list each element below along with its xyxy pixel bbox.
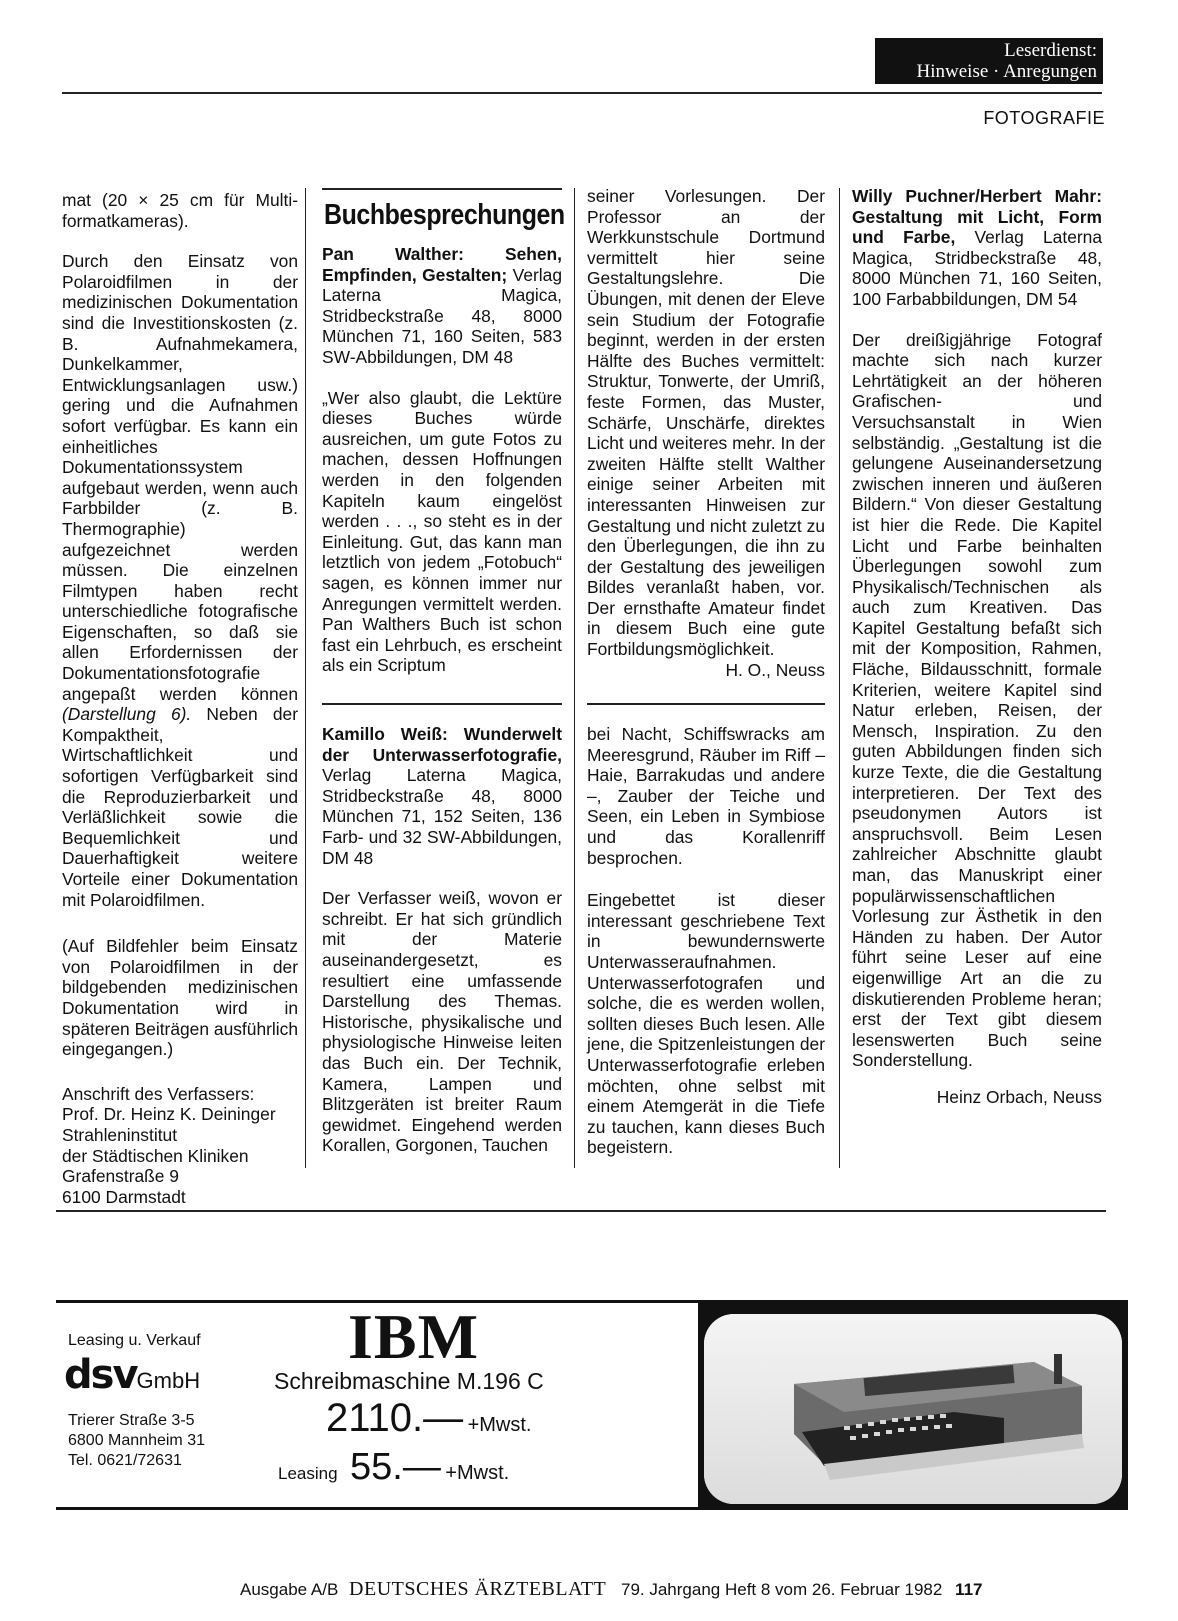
section-tag-line1: Leserdienst:: [1004, 40, 1097, 61]
lease-line: [278, 1446, 509, 1489]
column-1: [62, 190, 298, 1207]
dsv-phone: Tel. 0621/72631: [68, 1452, 182, 1469]
reviews-heading: Buchbesprechungen: [324, 199, 565, 231]
figure-reference: (Darstellung 6).: [62, 704, 192, 725]
header-rule: [62, 92, 1102, 94]
review-3-title: Willy Puchner/Herbert Mahr: Gestaltung mit Licht, Form und Farbe,: [852, 186, 1102, 248]
lease-tax: +Mwst.: [445, 1462, 510, 1484]
column-divider: [574, 188, 575, 1168]
section-tag: [875, 38, 1103, 84]
typewriter-image: [704, 1314, 1122, 1504]
dsv-street: Trierer Straße 3-5: [68, 1412, 195, 1429]
address-line: Grafenstraße 9: [62, 1166, 179, 1187]
review-2-continued: bei Nacht, Schiffswracks am Meeresgrund, Räuber im Riff – Haie, Barrakudas und andere –, Zauber der Teiche und Seen, ein Leben in Symbiose und das Korallenriff besprochen.: [587, 724, 825, 868]
section-tag-line2: Hinweise · Anregungen: [916, 61, 1097, 82]
product-photo-frame: [698, 1300, 1128, 1510]
footer-magazine: DEUTSCHES ÄRZTEBLATT: [349, 1578, 607, 1600]
address-line: der Städtischen Kliniken: [62, 1145, 249, 1166]
dsv-logo-text: dsv: [64, 1352, 137, 1398]
price-line: [326, 1396, 532, 1441]
dsv-city: 6800 Mannheim 31: [68, 1432, 205, 1449]
review-3-signature: Heinz Orbach, Neuss: [936, 1086, 1102, 1107]
column-2: [322, 190, 565, 676]
review-1-header: Pan Walther: Sehen, Empfinden, Gestalten; Verlag Laterna Magica, Stridbeckstraße 48, 8000 München 71, 160 Seiten, 583 SW-Abbildungen, DM 48: [322, 244, 562, 367]
dsv-logo: [64, 1352, 200, 1398]
address-line: 6100 Darmstadt: [62, 1186, 186, 1207]
dsv-logo-suffix: GmbH: [136, 1368, 201, 1393]
review-separator: [587, 703, 825, 705]
review-3-text: Der dreißigjährige Fotograf machte sich nach kurzer Lehrtätigkeit an der höheren Grafischen- und Versuchsanstalt in Wien selbständig. „Gestaltung ist die gelungene Auseinandersetzung zwischen inneren und äußeren Bildern.“ Von dieser Gestaltung ist hier die Rede. Die Kapitel Licht und Farbe beinhalten Überlegungen sowohl zum Physikalisch/Technischen als auch zum Kreativen. Das Kapitel Gestaltung befaßt sich mit der Komposition, Rahmen, Fläche, Bildausschnitt, formale Kriterien, weitere Kapitel sind Natur erleben, Reisen, der Mensch, Inspiration. Zu den guten Abbildungen finden sich kurze Texte, die die Gestaltung interpretieren. Der Text des pseudonymen Autors ist anspruchsvoll. Beim Lesen zahlreicher Abschnitte glaubt man, das Manuskript einer populärwissenschaftlichen Vorlesung zur Ästhetik in den Händen zu haben. Der Autor führt seine Leser auf eine eigenwillige Art an die zu diskutierenden Probleme heran; erst der Text gibt diesem lesenswerten Buch seine Sonderstellung.: [852, 329, 1102, 1071]
col1-paragraph-2: Durch den Einsatz von Polaroidfilmen in der medizinischen Dokumentation sind die Investitionskosten (z. B. Aufnahmekamera, Dunkelkammer, Entwicklungsanlagen usw.) gering und die Aufnahmen sofort verfügbar. Es kann ein einheitliches Dokumentationssystem aufgebaut werden, wenn auch Farbbilder (z. B. Thermographie) aufgezeichnet werden müssen. Die einzelnen Filmtypen haben recht unterschiedliche fotografische Eigenschaften, so daß sie allen Erfordernissen der Dokumentationsfotografie angepaßt werden können (Darstellung 6). Neben der Kompaktheit, Wirtschaftlichkeit und sofortigen Verfügbarkeit sind die Reproduzierbarkeit und Verläßlichkeit sowie die Bequemlichkeit und Dauerhaftigkeit weitere Vorteile einer Dokumentation mit Polaroidfilmen.: [62, 251, 299, 910]
review-2-title: Kamillo Weiß: Wunderwelt der Unterwasserfotografie,: [322, 724, 562, 765]
review-1-continued: seiner Vorlesungen. Der Professor an der Werkkunstschule Dortmund vermittelt hier seine Gestaltungslehre. Die Übungen, mit denen der Eleve sein Studium der Fotografie beginnt, werden in der ersten Hälfte des Buches vermittelt: Struktur, Tonwerte, der Umriß, feste Formen, das Muster, Schärfe, Unschärfe, direktes Licht und weiteres mehr. In der zweiten Hälfte stellt Walther einige seiner Arbeiten mit interessanten Hinweisen zur Gestaltung und nicht zuletzt zu den Überlegungen, die ihn zu der Gestaltung des jeweiligen Bildes veranlaßt haben, vor. Der ernsthafte Amateur findet in diesem Buch eine gute Fortbildungsmöglichkeit.: [587, 186, 825, 660]
product-photo: [704, 1314, 1122, 1504]
page-footer: [240, 1578, 1100, 1601]
column-2-lower: [322, 724, 562, 1156]
col1-paragraph-1: mat (20 × 25 cm für Multi-formatkameras).: [62, 190, 298, 231]
product-name: Schreibmaschine M.196 C: [274, 1368, 544, 1394]
review-2-conclusion: Eingebettet ist dieser interessant geschriebene Text in bewundernswerte Unterwasseraufnahmen. Unterwasserfotografen und solche, die es werden wollen, sollten dieses Buch lesen. Alle jene, die Spitzenleistungen der Unterwasserfotografie erleben möchten, ohne selbst mit einem Atemgerät in die Tiefe zu tauchen, kann dieses Buch begeistern.: [587, 890, 825, 1158]
address-line: Prof. Dr. Heinz K. Deininger: [62, 1104, 276, 1125]
review-2-header: Kamillo Weiß: Wunderwelt der Unterwasserfotografie, Verlag Laterna Magica, Stridbeckstraße 48, 8000 München 71, 152 Seiten, 136 Farb- und 32 SW-Abbildungen, DM 48: [322, 724, 562, 868]
advertisement: [56, 1300, 1128, 1510]
footer-edition: Ausgabe A/B: [240, 1580, 339, 1599]
footer-issue: 79. Jahrgang Heft 8 vom 26. Februar 1982: [621, 1580, 943, 1599]
address-line: Anschrift des Verfassers:: [62, 1083, 255, 1104]
review-1-title: Pan Walther: Sehen, Empfinden, Gestalten;: [322, 244, 562, 285]
column-divider: [305, 188, 306, 1168]
review-2-text: Der Verfasser weiß, wovon er schreibt. Er hat sich gründlich mit der Materie auseinandergesetzt, es resultiert eine umfassende Darstellung des Themas. Historische, physikalische und physiologische Hinweise leiten das Buch ein. Der Technik, Kamera, Lampen und Blitzgeräten ist breiter Raum gewidmet. Eingehend werden Korallen, Gorgonen, Tauchen: [322, 888, 562, 1156]
page-number: 117: [955, 1580, 983, 1599]
column-3-lower: [587, 724, 825, 1158]
column-4: [852, 186, 1102, 1108]
column-3: [587, 186, 825, 680]
column-divider: [839, 188, 840, 1168]
ibm-brand: IBM: [348, 1301, 479, 1372]
lease-price: 55.—: [350, 1446, 441, 1488]
article-end-rule: [56, 1210, 1106, 1212]
review-1-text: „Wer also glaubt, die Lektüre dieses Buches würde ausreichen, um gute Fotos zu machen, dessen Hoffnungen werden in den folgenden Kapiteln kaum eingelöst werden . . ., so steht es in der Einleitung. Gut, das kann man letztlich von jedem „Fotobuch“ sagen, es können immer nur Anregungen vermittelt werden. Pan Walthers Buch ist schon fast ein Lehrbuch, es erscheint als ein Scriptum: [322, 387, 562, 676]
ad-leasing-label: Leasing u. Verkauf: [68, 1332, 201, 1349]
address-line: Strahleninstitut: [62, 1124, 178, 1145]
review-separator: [322, 703, 562, 705]
review-1-signature: H. O., Neuss: [725, 659, 825, 680]
section-title: FOTOGRAFIE: [983, 108, 1105, 128]
lease-label: Leasing: [278, 1464, 338, 1483]
col1-paragraph-3: (Auf Bildfehler beim Einsatz von Polaroidfilmen in der bildgebenden medizinischen Dokumentation wird in späteren Beiträgen ausführlich eingegangen.): [62, 936, 298, 1060]
author-address: [62, 1084, 298, 1208]
price-tax: +Mwst.: [467, 1414, 532, 1436]
price: 2110.—: [326, 1396, 464, 1440]
review-3-header: Willy Puchner/Herbert Mahr: Gestaltung mit Licht, Form und Farbe, Verlag Laterna Magica, Stridbeckstraße 48, 8000 München 71, 160 Seiten, 100 Farbabbildungen, DM 54: [852, 186, 1102, 309]
